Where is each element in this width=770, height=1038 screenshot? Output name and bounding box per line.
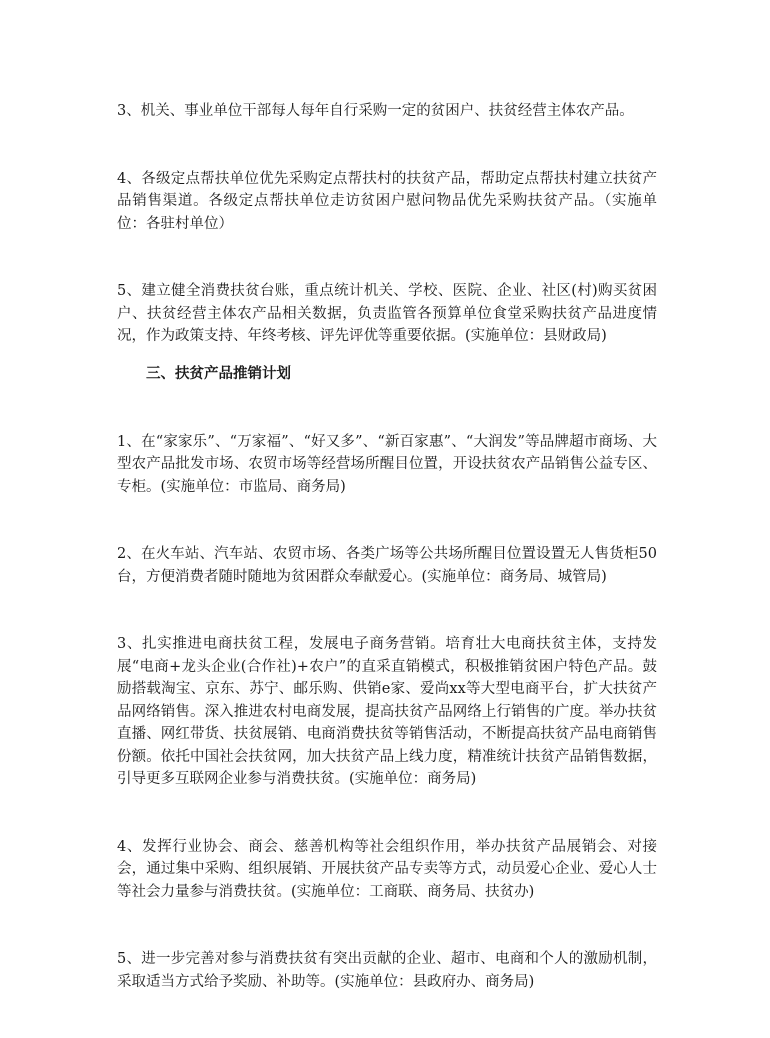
- paragraph-promo-4: 4、发挥行业协会、商会、慈善机构等社会组织作用，举办扶贫产品展销会、对接会，通过集中采购、组织展销、开展扶贫产品专卖等方式，动员爱心企业、爱心人士等社会力量参与消费扶贫。(实施单位：工商联、商务局、扶贫办): [117, 838, 657, 900]
- document-page: [117, 100, 657, 1038]
- paragraph-promo-1: 1、在“家家乐”、“万家福”、“好又多”、“新百家惠”、“大润发”等品牌超市商场、大型农产品批发市场、农贸市场等经营场所醒目位置，开设扶贫农产品销售公益专区、专柜。(实施单位：市监局、商务局): [117, 433, 657, 495]
- paragraph-item-4: 4、各级定点帮扶单位优先采购定点帮扶村的扶贫产品，帮助定点帮扶村建立扶贫产品销售渠道。各级定点帮扶单位走访贫困户慰问物品优先采购扶贫产品。（实施单位：各驻村单位）: [117, 170, 657, 232]
- paragraph-promo-5: 5、进一步完善对参与消费扶贫有突出贡献的企业、超市、电商和个人的激励机制，采取适当方式给予奖励、补助等。(实施单位：县政府办、商务局): [117, 951, 657, 990]
- section-heading: 三、扶贫产品推销计划: [146, 364, 291, 382]
- paragraph-promo-2: 2、在火车站、汽车站、农贸市场、各类广场等公共场所醒目位置设置无人售货柜50台，方便消费者随时随地为贫困群众奉献爱心。(实施单位：商务局、城管局): [117, 546, 657, 585]
- paragraph-promo-3: 3、扎实推进电商扶贫工程，发展电子商务营销。培育壮大电商扶贫主体，支持发展“电商+龙头企业(合作社)+农户”的直采直销模式，积极推销贫困户特色产品。鼓励搭载淘宝、京东、苏宁、邮乐购、供销e家、爱尚xx等大型电商平台，扩大扶贫产品网络销售。深入推进农村电商发展，提高扶贫产品网络上行销售的广度。举办扶贫直播、网红带货、扶贫展销、电商消费扶贫等销售活动，不断提高扶贫产品电商销售份额。依托中国社会扶贫网，加大扶贫产品上线力度，精准统计扶贫产品销售数据，引导更多互联网企业参与消费扶贫。(实施单位：商务局): [117, 636, 657, 787]
- paragraph-item-5: 5、建立健全消费扶贫台账，重点统计机关、学校、医院、企业、社区(村)购买贫困户、扶贫经营主体农产品相关数据，负责监管各预算单位食堂采购扶贫产品进度情况，作为政策支持、年终考核、评先评优等重要依据。(实施单位：县财政局): [117, 283, 657, 344]
- paragraph-item-3: 3、机关、事业单位干部每人每年自行采购一定的贫困户、扶贫经营主体农产品。: [117, 103, 634, 119]
